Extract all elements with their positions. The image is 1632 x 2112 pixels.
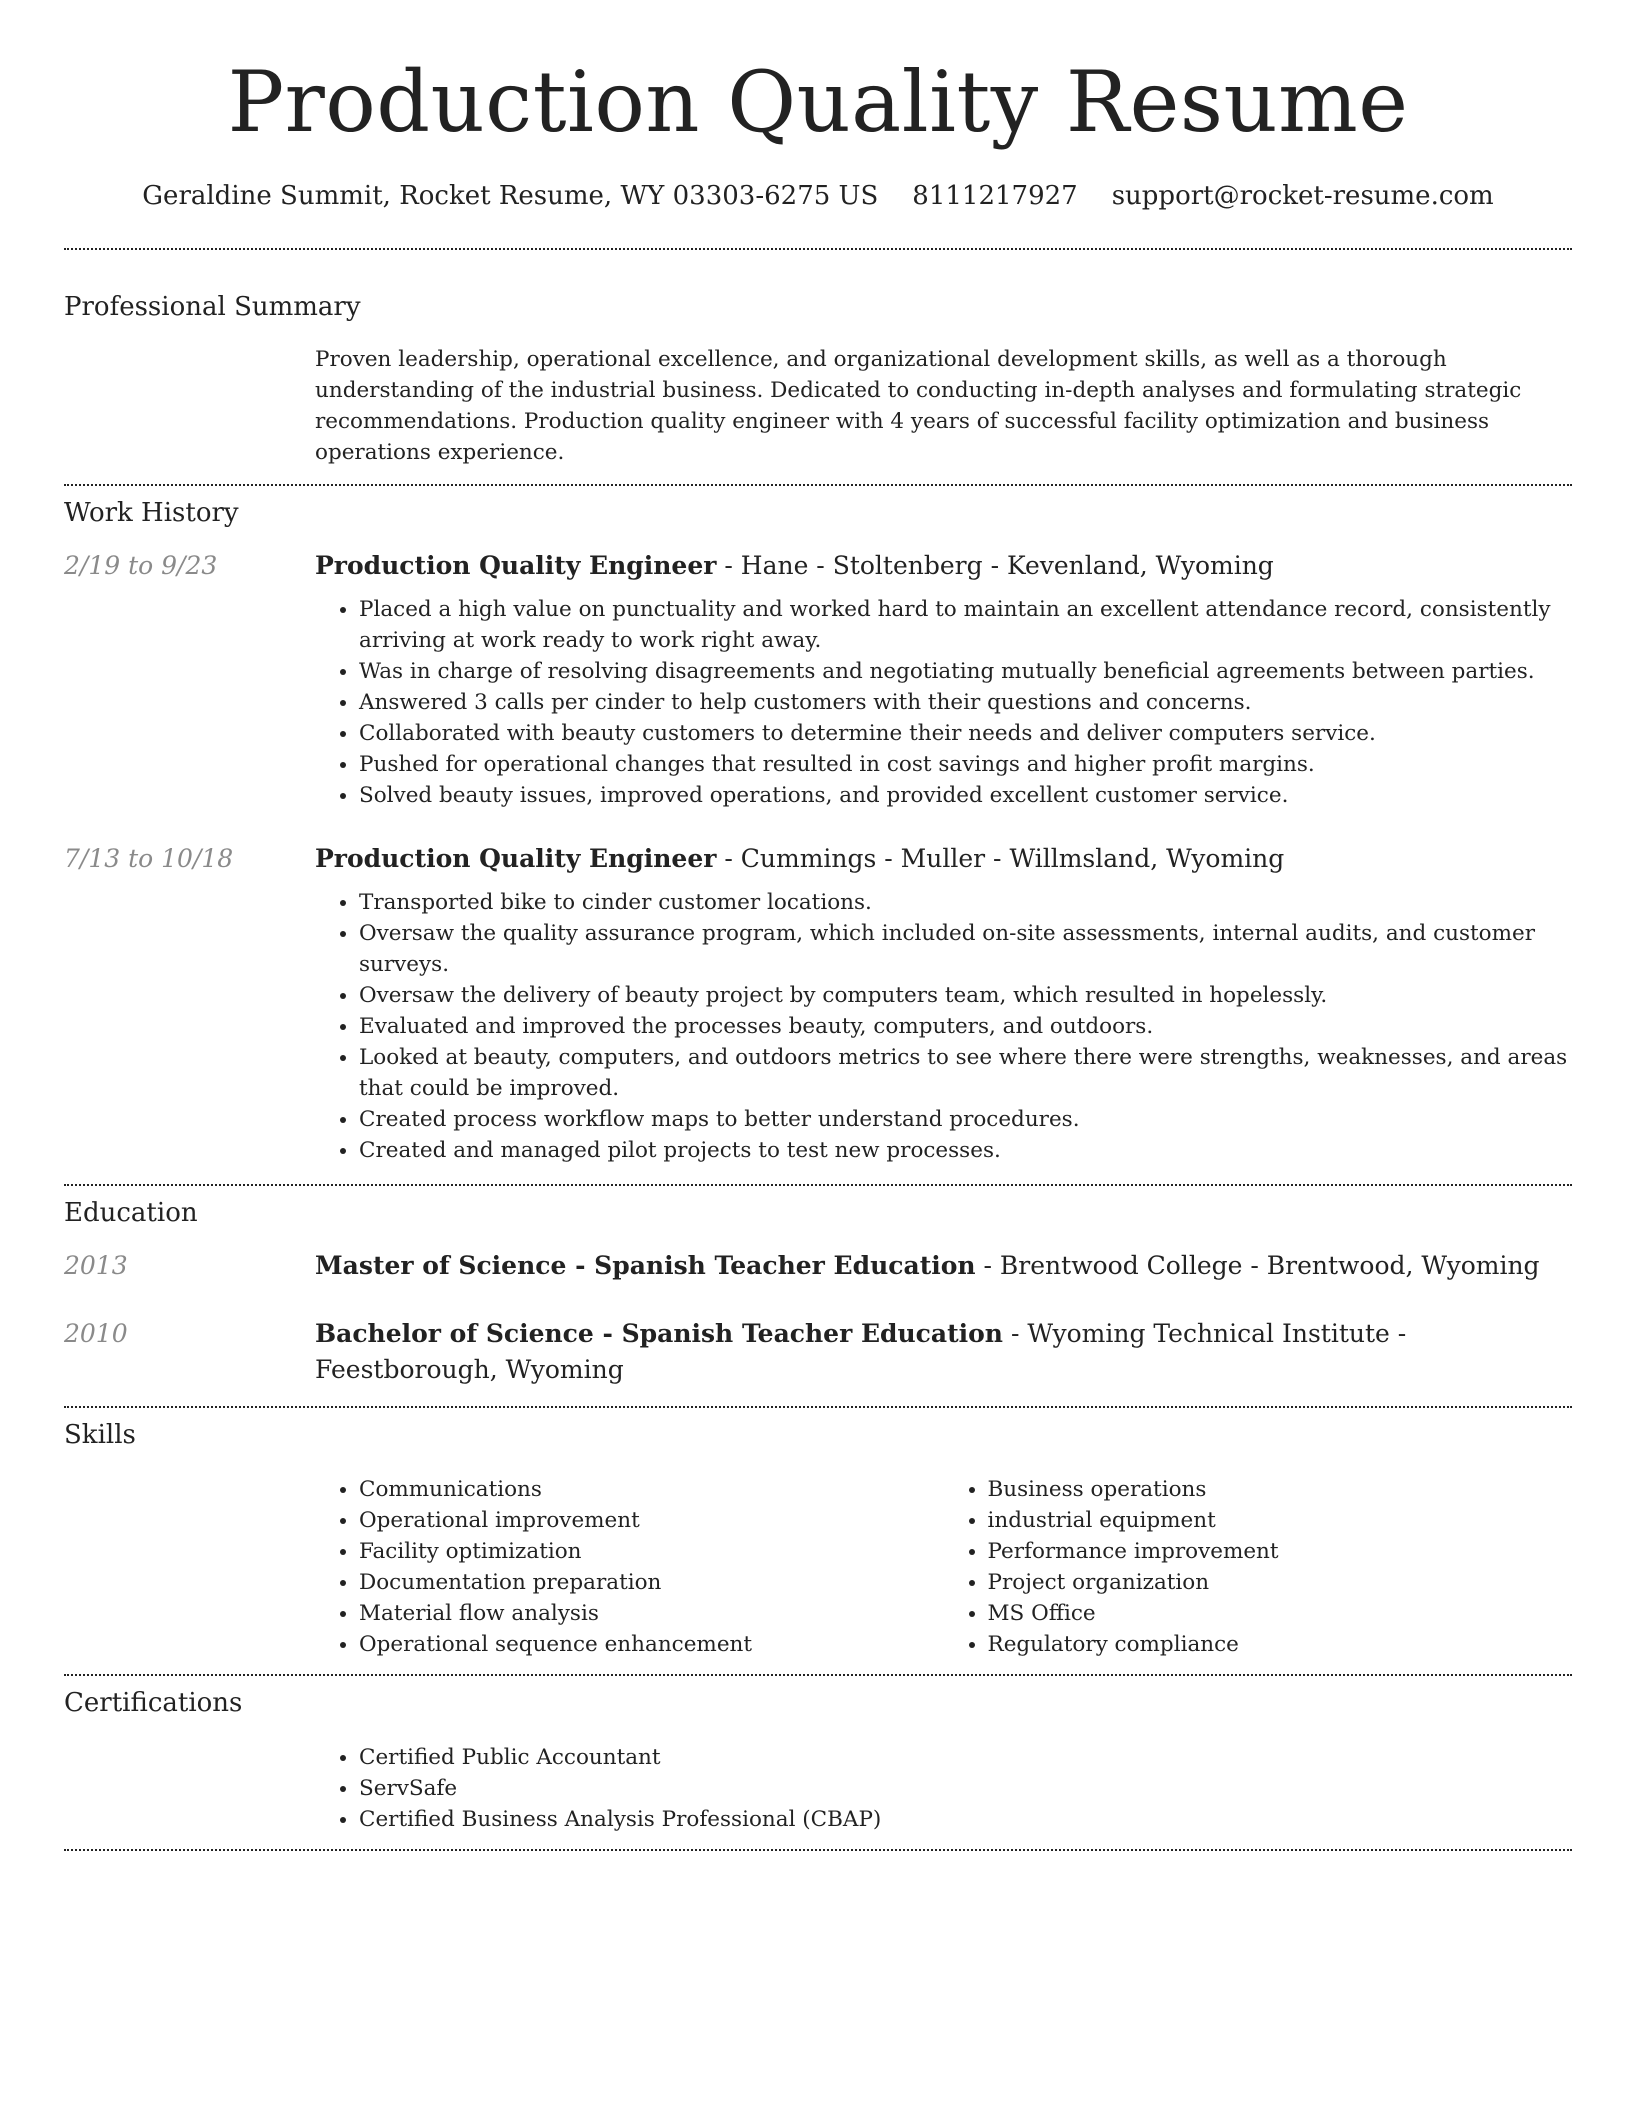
job-employer: - Cummings - Muller - Willmsland, Wyoming [716, 844, 1285, 873]
certifications-section [64, 1686, 1572, 1835]
job-headline [315, 548, 1572, 584]
section-title-skills: Skills [64, 1420, 136, 1450]
education-school: - Wyoming Technical Institute - Feestborough, Wyoming [315, 1319, 1407, 1384]
education-school: - Brentwood College - Brentwood, Wyoming [975, 1251, 1540, 1280]
education-year: 2013 [64, 1251, 128, 1280]
education-year: 2010 [64, 1319, 128, 1348]
job-employer: - Hane - Stoltenberg - Kevenland, Wyoming [716, 551, 1274, 580]
job-bullet: • Created and managed pilot projects to test new processes. [359, 1135, 1572, 1166]
skill-item: • industrial equipment [988, 1505, 1573, 1536]
job-entry [64, 548, 1572, 584]
certification-item: • ServSafe [359, 1773, 1572, 1804]
certification-item: • Certified Business Analysis Professional (CBAP) [359, 1804, 1572, 1835]
summary-section [64, 290, 1572, 468]
skill-item: • Performance improvement [988, 1536, 1573, 1567]
skill-item: • Material flow analysis [359, 1598, 944, 1629]
skill-item: • Business operations [988, 1474, 1573, 1505]
skill-item: • Facility optimization [359, 1536, 944, 1567]
job-title: Production Quality Engineer [315, 844, 717, 873]
skills-list [315, 1474, 1572, 1660]
job-bullets [315, 594, 1572, 811]
job-bullet: • Oversaw the quality assurance program, which included on-site assessments, internal audits, and customer surveys. [359, 918, 1572, 980]
job-bullets [315, 887, 1572, 1166]
education-headline [315, 1316, 1572, 1388]
job-bullet: • Answered 3 calls per cinder to help customers with their questions and concerns. [359, 687, 1572, 718]
skill-item: • MS Office [988, 1598, 1573, 1629]
education-degree: Master of Science - Spanish Teacher Education [315, 1251, 976, 1280]
job-bullet: • Pushed for operational changes that resulted in cost savings and higher profit margins. [359, 749, 1572, 780]
section-title-certifications: Certifications [64, 1688, 243, 1718]
job-bullet: • Created process workflow maps to better understand procedures. [359, 1104, 1572, 1135]
work-history-section [64, 496, 1572, 1166]
job-bullet: • Looked at beauty, computers, and outdoors metrics to see where there were strengths, weaknesses, and areas that could be improved. [359, 1042, 1572, 1104]
job-dates: 2/19 to 9/23 [64, 551, 218, 580]
education-entry [64, 1316, 1572, 1388]
job-bullet: • Placed a high value on punctuality and worked hard to maintain an excellent attendance record, consistently arriving at work ready to work right away. [359, 594, 1572, 656]
section-title-education: Education [64, 1198, 198, 1228]
job-bullet: • Oversaw the delivery of beauty project by computers team, which resulted in hopelessly. [359, 980, 1572, 1011]
skill-item: • Regulatory compliance [988, 1629, 1573, 1660]
contact-address: Geraldine Summit, Rocket Resume, WY 03303-6275 US [142, 181, 879, 211]
job-bullet: • Collaborated with beauty customers to determine their needs and deliver computers service. [359, 718, 1572, 749]
section-title-summary: Professional Summary [64, 292, 361, 322]
education-degree: Bachelor of Science - Spanish Teacher Education [315, 1319, 1003, 1348]
skills-column-right [944, 1474, 1573, 1660]
job-bullet: • Evaluated and improved the processes beauty, computers, and outdoors. [359, 1011, 1572, 1042]
job-bullet: • Transported bike to cinder customer locations. [359, 887, 1572, 918]
education-headline [315, 1248, 1572, 1284]
contact-phone: 8111217927 [912, 181, 1078, 211]
education-entry [64, 1248, 1572, 1284]
section-divider [64, 248, 1572, 250]
job-bullet: • Was in charge of resolving disagreements and negotiating mutually beneficial agreements between parties. [359, 656, 1572, 687]
job-headline [315, 841, 1572, 877]
section-divider [64, 1184, 1572, 1186]
section-divider [64, 1406, 1572, 1408]
resume-page [64, 0, 1572, 1851]
job-entry [64, 841, 1572, 877]
contact-email: support@rocket-resume.com [1111, 181, 1494, 211]
skills-column-left [315, 1474, 944, 1660]
section-title-work-history: Work History [64, 498, 239, 528]
skills-section [64, 1418, 1572, 1660]
skill-item: • Communications [359, 1474, 944, 1505]
skill-item: • Project organization [988, 1567, 1573, 1598]
contact-line [64, 178, 1572, 214]
section-divider [64, 484, 1572, 486]
skill-item: • Operational improvement [359, 1505, 944, 1536]
resume-title: Production Quality Resume [227, 53, 1409, 151]
section-divider [64, 1674, 1572, 1676]
job-title: Production Quality Engineer [315, 551, 717, 580]
education-section [64, 1196, 1572, 1388]
skill-item: • Documentation preparation [359, 1567, 944, 1598]
certifications-list [315, 1742, 1572, 1835]
section-divider [64, 1849, 1572, 1851]
certification-item: • Certified Public Accountant [359, 1742, 1572, 1773]
job-dates: 7/13 to 10/18 [64, 844, 234, 873]
job-bullet: • Solved beauty issues, improved operations, and provided excellent customer service. [359, 780, 1572, 811]
summary-text: Proven leadership, operational excellence, and organizational development skills, as well as a thorough understanding of the industrial business. Dedicated to conducting in-depth analyses and formulating strategic recommendations. Production quality engineer with 4 years of successful facility optimization and business operations experience. [315, 347, 1522, 465]
skill-item: • Operational sequence enhancement [359, 1629, 944, 1660]
